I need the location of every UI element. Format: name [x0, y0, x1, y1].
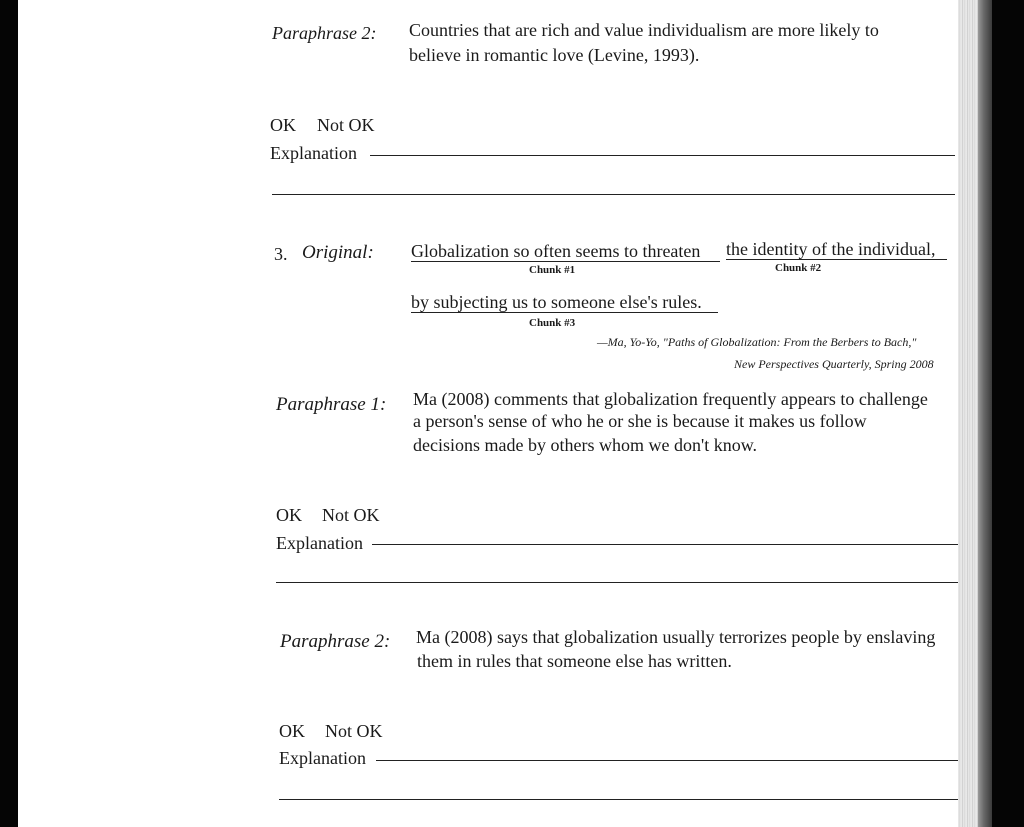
paraphrase-2-line-1: Countries that are rich and value individualism are more likely to	[409, 20, 879, 40]
original-chunk-1: Globalization so often seems to threaten	[411, 241, 701, 261]
ok-option-p2[interactable]: OK	[279, 721, 305, 741]
not-ok-option-p1[interactable]: Not OK	[322, 505, 380, 525]
scan-page-edge	[958, 0, 978, 827]
chunk-2-underline	[726, 259, 947, 260]
paraphrase-1-line-1: Ma (2008) comments that globalization frequently appears to challenge	[413, 389, 928, 409]
explanation-line[interactable]	[370, 155, 955, 156]
explanation-label: Explanation	[270, 143, 357, 163]
not-ok-option-p2[interactable]: Not OK	[325, 721, 383, 741]
ok-option-p1[interactable]: OK	[276, 505, 302, 525]
original-chunk-3: by subjecting us to someone else's rules.	[411, 292, 702, 312]
explanation-label-p1: Explanation	[276, 533, 363, 553]
chunk-3-underline	[411, 312, 718, 313]
paraphrase-1-line-2: a person's sense of who he or she is because it makes us follow	[413, 411, 867, 431]
paraphrase-2b-line-2: them in rules that someone else has written.	[417, 651, 732, 671]
explanation-line-2[interactable]	[272, 194, 955, 195]
explanation-line-p2[interactable]	[376, 760, 958, 761]
citation-line-1: —Ma, Yo-Yo, "Paths of Globalization: From the Berbers to Bach,"	[597, 335, 917, 349]
original-chunk-2: the identity of the individual,	[726, 239, 936, 259]
chunk-2-label: Chunk #2	[775, 262, 822, 274]
explanation-line-p2-2[interactable]	[279, 799, 958, 800]
citation-line-2: New Perspectives Quarterly, Spring 2008	[734, 357, 934, 371]
scan-edge-shadow	[978, 0, 992, 827]
explanation-line-p1[interactable]	[372, 544, 958, 545]
paraphrase-2b-line-1: Ma (2008) says that globalization usually terrorizes people by enslaving	[416, 627, 936, 647]
original-label: Original:	[302, 242, 374, 263]
explanation-line-p1-2[interactable]	[276, 582, 958, 583]
scan-right-border	[992, 0, 1024, 827]
explanation-label-p2: Explanation	[279, 748, 366, 768]
chunk-3-label: Chunk #3	[529, 317, 576, 329]
paraphrase-1-label: Paraphrase 1:	[276, 394, 387, 415]
scan-left-border	[0, 0, 18, 827]
paraphrase-1-line-3: decisions made by others whom we don't know.	[413, 435, 758, 455]
paraphrase-2-line-2: believe in romantic love (Levine, 1993).	[409, 45, 700, 65]
item-number: 3.	[274, 244, 288, 264]
paraphrase-2-label: Paraphrase 2:	[272, 23, 377, 43]
chunk-1-label: Chunk #1	[529, 264, 576, 276]
ok-option[interactable]: OK	[270, 115, 296, 135]
not-ok-option[interactable]: Not OK	[317, 115, 375, 135]
chunk-1-underline	[411, 261, 720, 262]
paraphrase-2b-label: Paraphrase 2:	[280, 631, 391, 652]
